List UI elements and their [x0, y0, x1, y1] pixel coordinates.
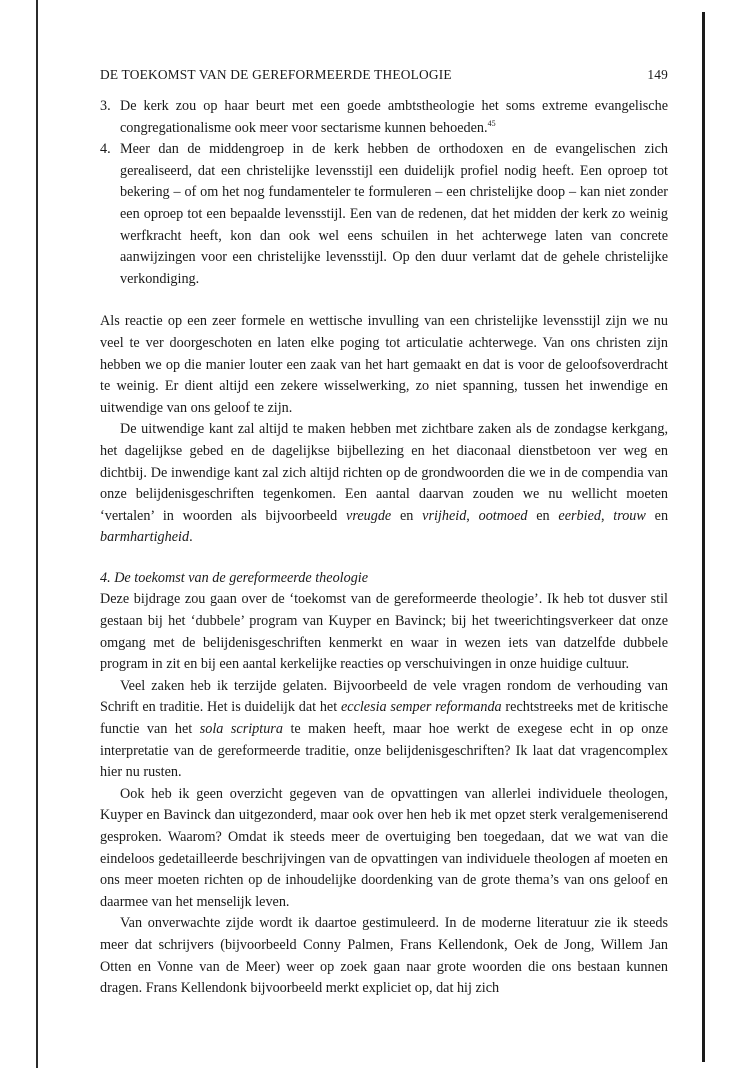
paragraph: Van onverwachte zijde wordt ik daartoe gestimuleerd. In de moderne literatuur zie ik steeds meer dat schrijvers (bijvoorbeeld Conny Palmen, Frans Kellendonk, Oek de Jong, Willem Jan Otten en Vonne van de Meer) weer op zoek gaan naar grote woorden die ons bestaan kunnen dragen. Frans Kellendonk bijvoorbeeld merkt expliciet op, dat hij zich: [100, 915, 668, 997]
emphasis-word: vreugde: [346, 507, 392, 524]
paragraph: Als reactie op een zeer formele en wettische invulling van een christelijke levensstijl zijn we nu veel te ver doorgeschoten en laten elke poging tot articulatie achterwege. Van ons christen zijn hebben we op die manier louter een zaak van het hart gemaakt en dat is voor de geloofsoverdracht te weinig. Er dient altijd een zekere wisselwerking, zo niet spanning, tussen het inwendige en uitwendige van ons geloof te zijn.: [100, 313, 668, 416]
paragraph: Deze bijdrage zou gaan over de ‘toekomst van de gereformeerde theologie’. Ik heb tot dusver stil gestaan bij het ‘dubbele’ program van Kuyper en Bavinck; bij het tweerichtingsverkeer dat onze omgang met de belijdenisgeschriften kenmerkt en waar in wezen iets van datzelfde dubbele program in zit en bij een aantal kerkelijke reacties op verschuivingen in onze huidige cultuur.: [100, 591, 668, 673]
list-item-number: 3.: [100, 98, 111, 114]
body-text: [100, 311, 668, 999]
emphasis-word: ootmoed: [478, 507, 528, 524]
emphasis-word: vrijheid: [422, 507, 467, 524]
paragraph-text: De uitwendige kant zal altijd te maken hebben met zichtbare zaken als de zondagse kerkgang, het dagelijkse gebed en de dagelijkse bijbellezing en het diaconaal dienstbetoon ver weg en dichtbij. De inwendige kant zal zich altijd richten op de grondwoorden die we in de compendia van onze belijdenisgeschriften tegenkomen. Een aantal daarvan zouden we nu wellicht moeten ‘vertalen’ in woorden als bijvoorbeeld: [100, 421, 668, 524]
list-item-text: Meer dan de middengroep in de kerk hebben de orthodoxen en de evangelischen zich gerealiseerd, dat een christelijke levensstijl een duidelijk profiel nodig heeft. Een oproep tot bekering – of om het nog fundamenteler te formuleren – een christelijke doop – kan niet zonder een oproep tot een bepaalde levensstijl. Een van de redenen, dat het midden der kerk zo weinig werfkracht heeft, kon dan ook wel eens schuilen in het achterwege laten van concrete aanwijzingen voor een christelijke levensstijl. Op den duur verlamt dat de gehele christelijke verkondiging.: [120, 141, 668, 287]
running-head-title: DE TOEKOMST VAN DE GEREFORMEERDE THEOLOGIE: [100, 67, 452, 82]
paragraph: [100, 676, 668, 784]
connector: ,: [466, 507, 470, 524]
emphasis-phrase: ecclesia semper reformanda: [340, 699, 502, 716]
numbered-list: [100, 96, 668, 290]
paragraph: Ook heb ik geen overzicht gegeven van de opvattingen van allerlei individuele theologen, Kuyper en Bavinck dan uitgezonderd, maar ook over hen heb ik met opzet sterk veralgemeniserend gesproken. Waarom? Omdat ik steeds meer de overtuiging ben toegedaan, dat we wat van die eindeloos gedetailleerde beschrijvingen van de opvattingen van individuele theologen af moeten en ons meer moeten richten op de inhoudelijke doordenking van de grote thema’s van ons geloof en daarmee van het menselijk leven.: [100, 785, 668, 910]
connector: en: [399, 507, 414, 524]
emphasis-word: trouw: [613, 507, 646, 524]
paragraph-text: Veel zaken heb ik terzijde gelaten. Bijvoorbeeld de vele vragen rondom de verhouding van Schrift en traditie. Het is duidelijk dat het: [100, 677, 668, 716]
scan-edge-left: [36, 0, 38, 1068]
running-head: [100, 64, 668, 86]
list-item-text: De kerk zou op haar beurt met een goede ambtstheologie het soms extreme evangelische congregationalisme ook meer voor sectarisme kunnen behoeden.: [120, 98, 668, 136]
paragraph-text: rechtstreeks met de kritische functie van het: [100, 699, 669, 738]
list-item: [100, 139, 668, 290]
paragraph: [100, 419, 668, 549]
connector: ,: [600, 507, 605, 524]
list-item: [100, 96, 668, 139]
page-number: 149: [647, 67, 668, 82]
emphasis-word: barmhartigheid: [100, 529, 190, 546]
emphasis-word: eerbied: [558, 507, 601, 524]
footnote-marker: 45: [487, 118, 496, 128]
section-heading: 4. De toekomst van de gereformeerde theologie: [100, 569, 369, 586]
emphasis-phrase: sola scriptura: [199, 721, 283, 738]
book-page: [100, 64, 668, 1000]
connector: en: [654, 507, 669, 524]
connector: en: [536, 507, 550, 524]
paragraph-text: te maken heeft, maar hoe werkt de exegese echt in op onze interpretatie van de gereformeerde traditie, onze belijdenisgeschriften? Ik laat dat vragencomplex hier nu rusten.: [100, 721, 669, 781]
connector: .: [189, 529, 193, 546]
list-item-number: 4.: [100, 141, 111, 158]
scan-edge-right: [702, 12, 705, 1062]
